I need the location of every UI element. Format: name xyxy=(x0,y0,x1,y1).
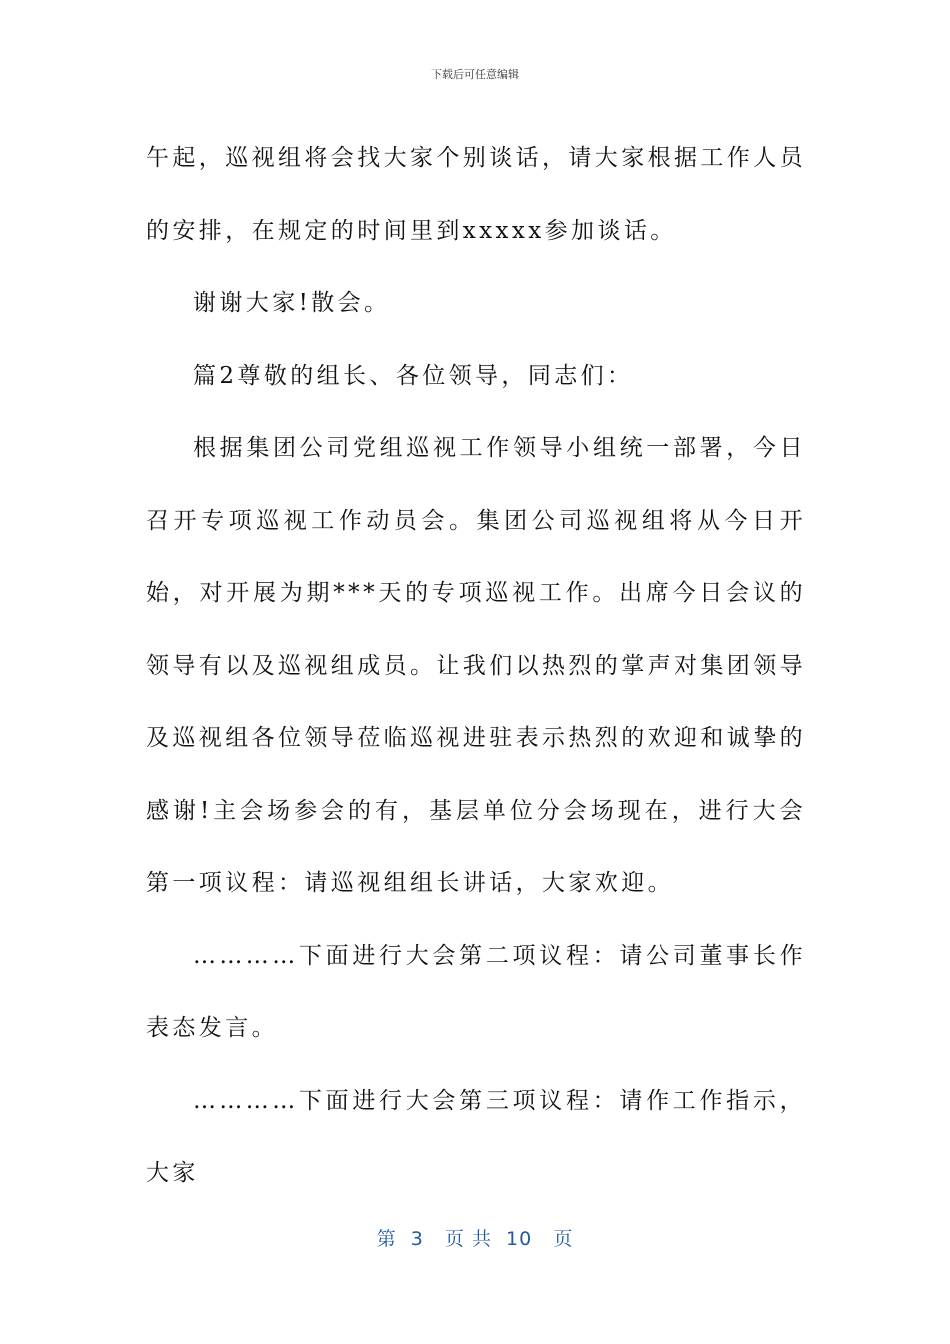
paragraph-continuation: 午起，巡视组将会找大家个别谈话，请大家根据工作人员的安排，在规定的时间里到xxxxx参加谈话。 xyxy=(146,145,806,244)
paragraph-salutation: 篇2尊敬的组长、各位领导，同志们： xyxy=(193,362,634,389)
paragraph-agenda-3: …………下面进行大会第三项议程：请作工作指示，大家 xyxy=(146,1087,806,1186)
paragraph-agenda-2: …………下面进行大会第二项议程：请公司董事长作表态发言。 xyxy=(146,942,806,1041)
paragraph-main: 根据集团公司党组巡视工作领导小组统一部署，今日召开专项巡视工作动员会。集团公司巡视组将从今日开始，对开展为期***天的专项巡视工作。出席今日会议的领导有以及巡视组成员。让我们以热烈的掌声对集团领导及巡视组各位领导莅临巡视进驻表示热烈的欢迎和诚挚的感谢!主会场参会的有，基层单位分会场现在，进行大会第一项议程：请巡视组组长讲话，大家欢迎。 xyxy=(146,435,806,896)
document-body xyxy=(146,122,806,1210)
page-header: 下载后可任意编辑 xyxy=(431,68,519,81)
paragraph-closing: 谢谢大家!散会。 xyxy=(193,290,391,316)
page-number-footer: 第 3 页 共 10 页 xyxy=(376,1228,574,1250)
